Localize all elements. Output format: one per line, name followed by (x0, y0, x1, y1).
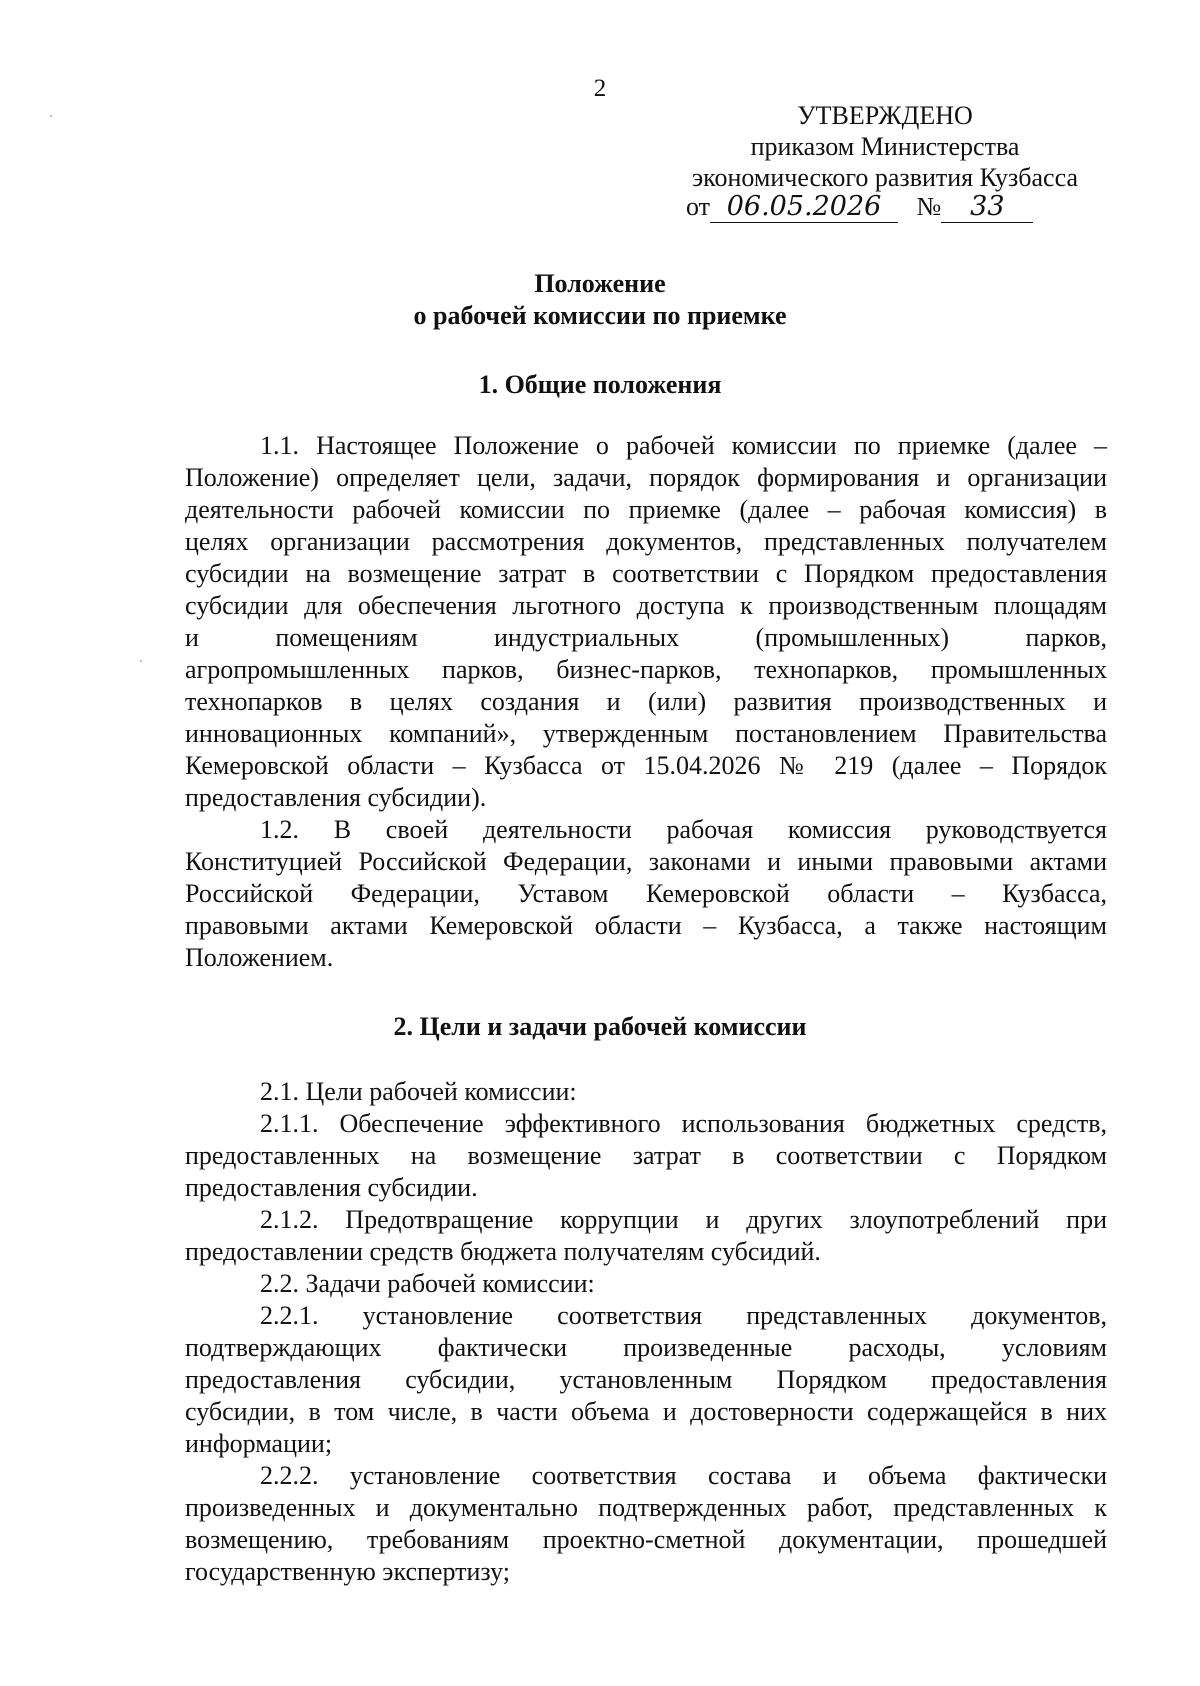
section-1-body (185, 430, 1107, 974)
paragraph-line: субсидии, в том числе, в части объема и достоверности содержащейся в них (185, 1397, 1107, 1426)
section-2-body (185, 1076, 1107, 1588)
paragraph-line: и помещениям индустриальных (промышленных) парков, (185, 623, 1107, 652)
section-1-heading: 1. Общие положения (478, 370, 722, 399)
paragraph-line: 1.1. Настоящее Положение о рабочей комиссии по приемке (далее – (260, 431, 1107, 460)
document-title-line-2: о рабочей комиссии по приемке (413, 301, 787, 330)
date-prefix: от (686, 192, 711, 221)
paragraph-line: предоставления субсидии. (185, 1173, 478, 1202)
handwritten-date: 06.05.2026 (710, 192, 898, 223)
approval-date-number-line (686, 192, 1033, 223)
paragraph-line: субсидии на возмещение затрат в соответствии с Порядком предоставления (185, 559, 1107, 588)
paragraph-line: государственную экспертизу; (185, 1557, 510, 1586)
number-sign: № (916, 192, 942, 221)
paragraph-line: 2.1.1. Обеспечение эффективного использования бюджетных средств, (260, 1109, 1107, 1138)
handwritten-order-number: 33 (941, 192, 1033, 223)
paragraph-line: 2.2.1. установление соответствия представленных документов, (260, 1301, 1107, 1330)
document-title (0, 268, 1200, 332)
paragraph-line: Кемеровской области – Кузбасса от 15.04.2026 № 219 (далее – Порядок (185, 751, 1107, 780)
paragraph-line: предоставлении средств бюджета получателям субсидий. (185, 1237, 821, 1266)
paragraph-line: целях организации рассмотрения документов, представленных получателем (185, 527, 1107, 556)
paragraph-line: подтверждающих фактически произведенные расходы, условиям (185, 1333, 1107, 1362)
paragraph-line: 2.2. Задачи рабочей комиссии: (260, 1269, 595, 1298)
paragraph-line: произведенных и документально подтвержденных работ, представленных к (185, 1493, 1107, 1522)
paragraph-line: правовыми актами Кемеровской области – Кузбасса, а также настоящим (185, 911, 1107, 940)
paragraph-line: 2.1. Цели рабочей комиссии: (260, 1077, 577, 1106)
page-number: 2 (593, 75, 607, 102)
approval-ministry-line: экономического развития Кузбасса (692, 163, 1078, 192)
approval-stamp-block (655, 100, 1115, 193)
paragraph-line: субсидии для обеспечения льготного доступа к производственным площадям (185, 591, 1107, 620)
approval-heading: УТВЕРЖДЕНО (797, 101, 973, 130)
paragraph-line: Российской Федерации, Уставом Кемеровской области – Кузбасса, (185, 879, 1107, 908)
paragraph-line: технопарков в целях создания и (или) развития производственных и (185, 687, 1107, 716)
paragraph-line: предоставления субсидии, установленным Порядком предоставления (185, 1365, 1107, 1394)
section-2-heading: 2. Цели и задачи рабочей комиссии (393, 1012, 807, 1041)
paragraph-line: предоставления субсидии). (185, 783, 487, 812)
paragraph-line: инновационных компаний», утвержденным постановлением Правительства (185, 719, 1107, 748)
paragraph-line: Положением. (185, 943, 334, 972)
approval-order-line: приказом Министерства (750, 132, 1020, 161)
paragraph-line: Положение) определяет цели, задачи, порядок формирования и организации (185, 463, 1107, 492)
scan-speck (140, 660, 142, 662)
paragraph-line: 1.2. В своей деятельности рабочая комиссия руководствуется (260, 815, 1107, 844)
paragraph-line: 2.2.2. установление соответствия состава и объема фактически (260, 1461, 1107, 1490)
scan-speck (50, 115, 52, 117)
paragraph-line: деятельности рабочей комиссии по приемке (далее – рабочая комиссия) в (185, 495, 1107, 524)
paragraph-line: Конституцией Российской Федерации, законами и иными правовыми актами (185, 847, 1107, 876)
document-title-line-1: Положение (534, 269, 666, 298)
paragraph-line: агропромышленных парков, бизнес-парков, технопарков, промышленных (185, 655, 1107, 684)
paragraph-line: предоставленных на возмещение затрат в соответствии с Порядком (185, 1141, 1107, 1170)
paragraph-line: информации; (185, 1429, 333, 1458)
paragraph-line: возмещению, требованиям проектно-сметной документации, прошедшей (185, 1525, 1107, 1554)
paragraph-line: 2.1.2. Предотвращение коррупции и других злоупотреблений при (260, 1205, 1107, 1234)
